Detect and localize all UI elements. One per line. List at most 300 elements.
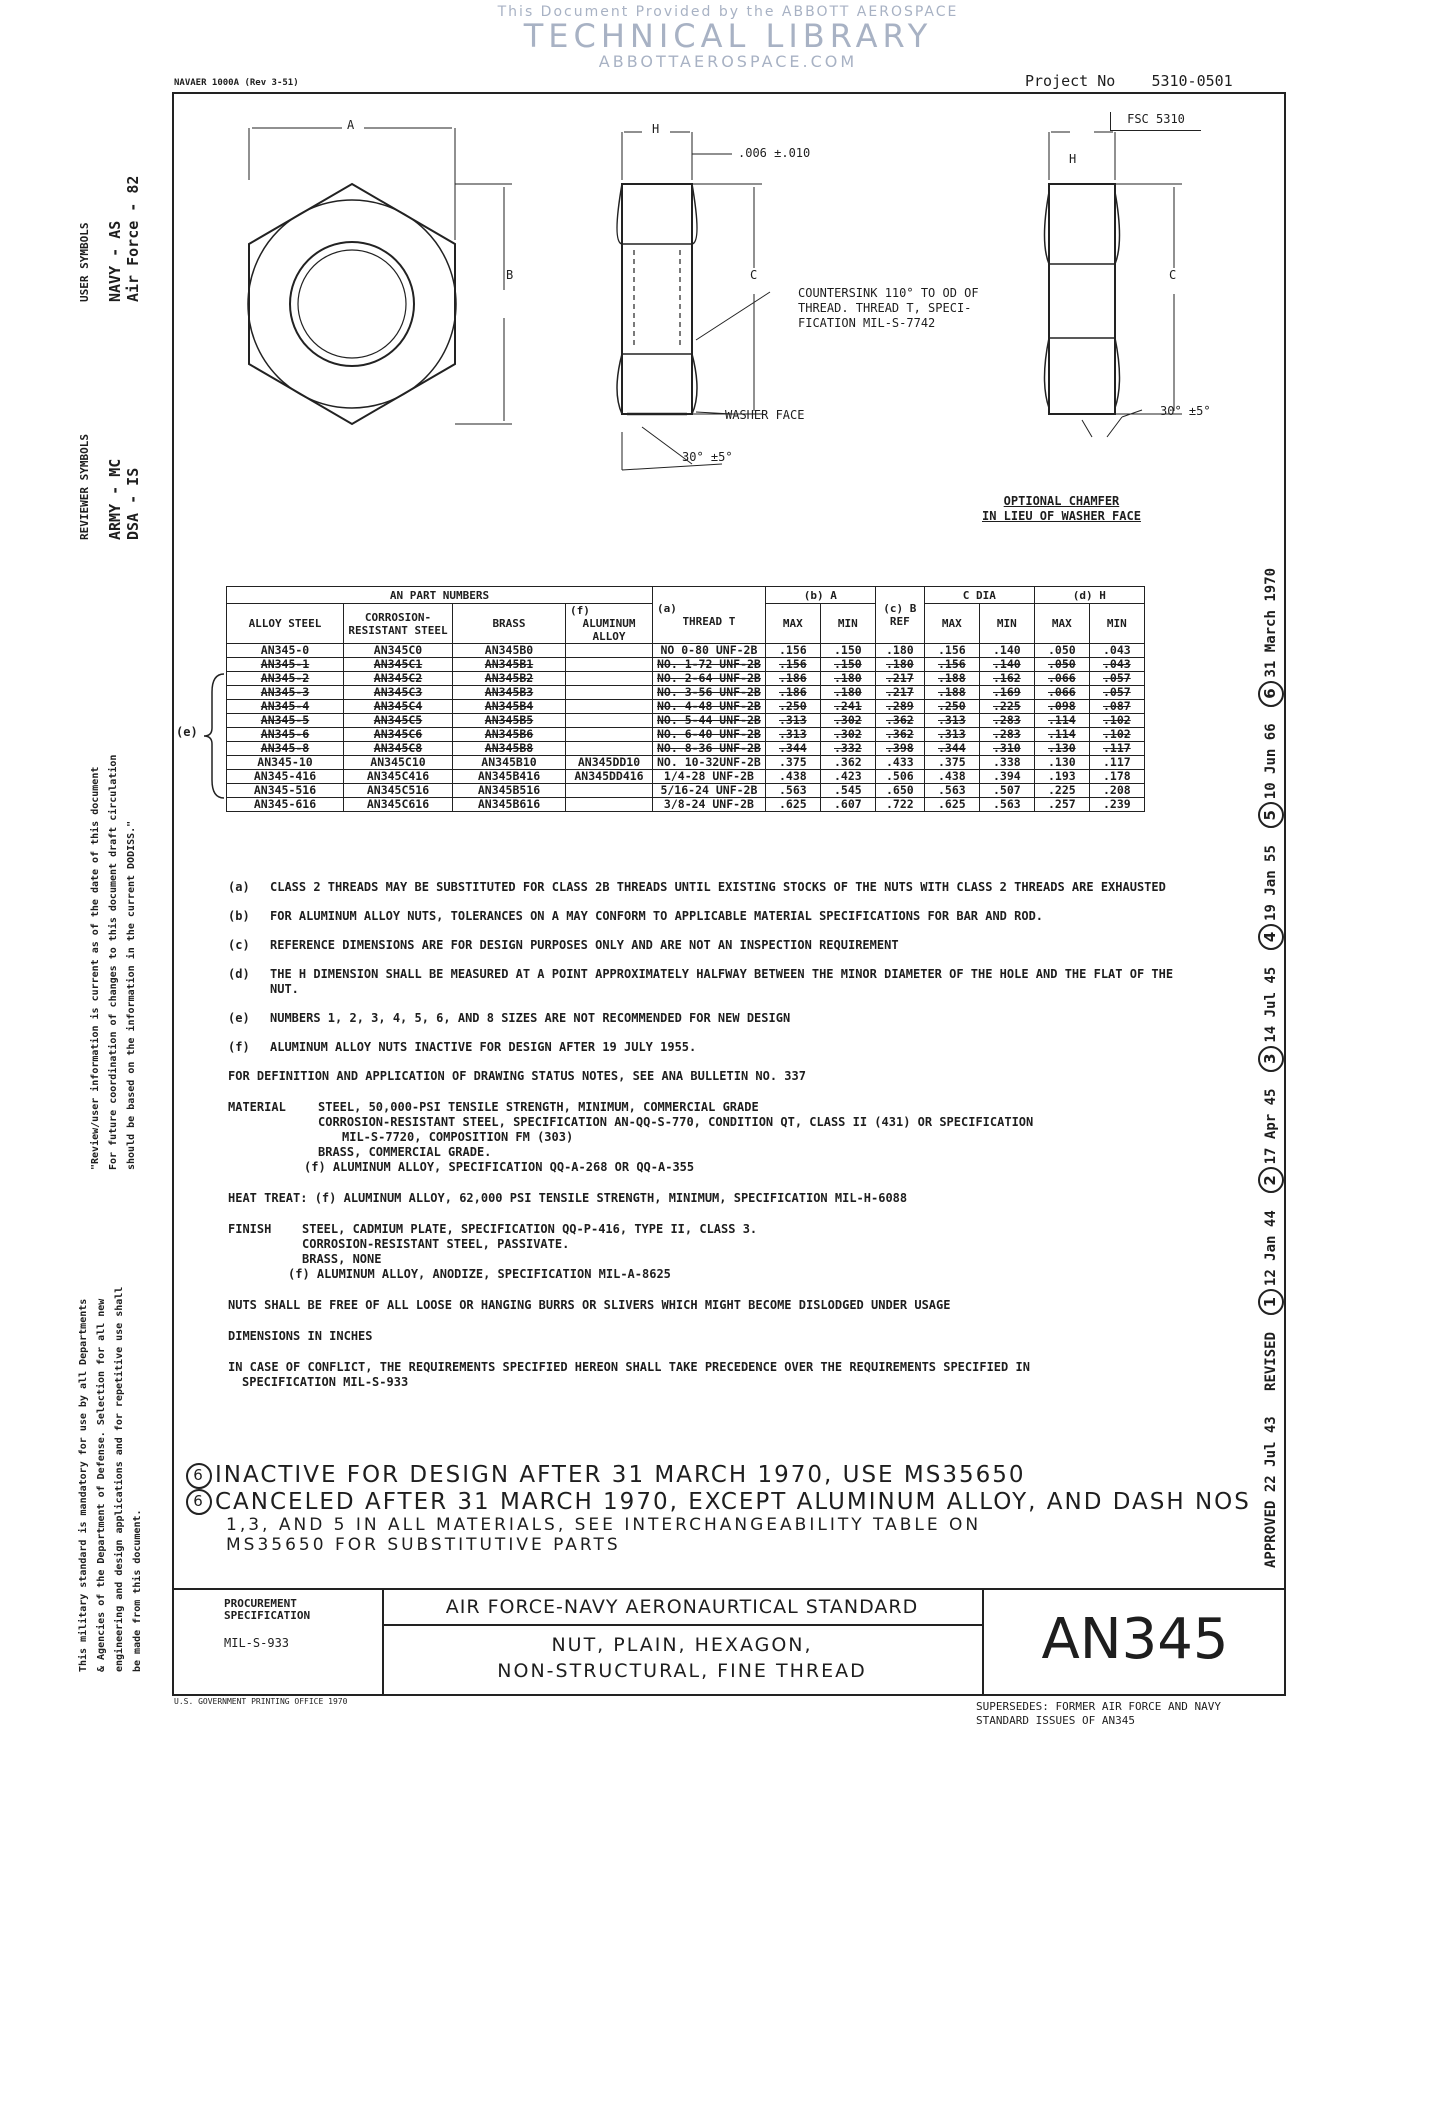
table-cell-cres: AN345C0 <box>344 644 453 658</box>
watermark-line3: ABBOTTAEROSPACE.COM <box>598 52 858 71</box>
table-cell-thread: NO. 6-40 UNF-2B <box>653 728 766 742</box>
mandatory-note-2: & Agencies of the Department of Defense. Selection for all new <box>96 1298 107 1672</box>
table-cell-alloy: AN345-0 <box>227 644 344 658</box>
table-cell-al <box>566 686 653 700</box>
part-table-wrapper <box>226 586 1145 812</box>
part-title <box>382 1626 982 1684</box>
material-lines <box>304 1100 1034 1175</box>
note-tag: (a) <box>228 880 250 894</box>
table-cell-amin: .241 <box>820 700 875 714</box>
table-cell-cmin: .162 <box>979 672 1034 686</box>
table-cell-hmax: .193 <box>1034 770 1089 784</box>
dim-b-label: B <box>506 268 514 282</box>
reviewer-symbol-army: ARMY - MC <box>106 458 124 540</box>
table-row <box>227 798 1145 812</box>
table-cell-amin: .332 <box>820 742 875 756</box>
table-cell-cmin: .507 <box>979 784 1034 798</box>
procurement-label: PROCUREMENT SPECIFICATION <box>224 1597 311 1622</box>
table-cell-hmax: .114 <box>1034 714 1089 728</box>
table-cell-amax: .156 <box>765 644 820 658</box>
part-table-body <box>227 644 1145 812</box>
table-cell-alloy: AN345-5 <box>227 714 344 728</box>
note-text: CLASS 2 THREADS MAY BE SUBSTITUTED FOR CLASS 2B THREADS UNTIL EXISTING STOCKS OF THE NUTS WITH CLASS 2 THREADS ARE EXHAUSTED <box>270 880 1166 894</box>
alloy-steel-header: ALLOY STEEL <box>227 604 344 644</box>
rev-date-4: 19 Jan 55 <box>1263 845 1279 921</box>
table-row <box>227 770 1145 784</box>
table-cell-amax: .186 <box>765 686 820 700</box>
table-cell-cres: AN345C4 <box>344 700 453 714</box>
table-cell-cmax: .188 <box>924 686 979 700</box>
a-header: (b) A <box>765 587 875 604</box>
user-symbols-title: USER SYMBOLS <box>78 222 91 302</box>
table-cell-b: .398 <box>875 742 924 756</box>
procurement-cell <box>172 1590 384 1696</box>
h-min-header: MIN <box>1089 604 1144 644</box>
reviewer-symbol-dsa: DSA - IS <box>124 467 142 540</box>
table-cell-b: .362 <box>875 714 924 728</box>
conflict-line-1: IN CASE OF CONFLICT, THE REQUIREMENTS SPECIFIED HEREON SHALL TAKE PRECEDENCE OVER THE REQUIREMENTS SPECIFIED IN <box>228 1360 1030 1374</box>
table-cell-thread: NO. 5-44 UNF-2B <box>653 714 766 728</box>
dimensions-note: DIMENSIONS IN INCHES <box>228 1329 373 1343</box>
table-cell-cres: AN345C416 <box>344 770 453 784</box>
rev-date-5: 10 Jun 66 <box>1263 723 1279 800</box>
table-cell-cmin: .169 <box>979 686 1034 700</box>
table-cell-thread: NO. 10-32UNF-2B <box>653 756 766 770</box>
table-row <box>227 686 1145 700</box>
table-cell-thread: 3/8-24 UNF-2B <box>653 798 766 812</box>
table-cell-thread: NO. 1-72 UNF-2B <box>653 658 766 672</box>
revised-label: REVISED <box>1263 1331 1279 1391</box>
table-cell-amin: .302 <box>820 714 875 728</box>
table-cell-cmax: .375 <box>924 756 979 770</box>
table-cell-cres: AN345C616 <box>344 798 453 812</box>
table-cell-cres: AN345C8 <box>344 742 453 756</box>
table-cell-amin: .180 <box>820 672 875 686</box>
standard-title: AIR FORCE-NAVY AERONAURTICAL STANDARD <box>382 1590 982 1626</box>
table-cell-alloy: AN345-6 <box>227 728 344 742</box>
note-item <box>228 1011 1208 1026</box>
table-cell-al <box>566 742 653 756</box>
table-cell-hmax: .225 <box>1034 784 1089 798</box>
note-item <box>228 938 1208 953</box>
table-cell-brass: AN345B6 <box>453 728 566 742</box>
table-cell-thread: NO. 2-64 UNF-2B <box>653 672 766 686</box>
mandatory-note-4: be made from this document. <box>132 1509 143 1672</box>
table-cell-alloy: AN345-4 <box>227 700 344 714</box>
note-item <box>228 880 1208 895</box>
table-cell-hmin: .117 <box>1089 756 1144 770</box>
a-min-header: MIN <box>820 604 875 644</box>
table-cell-hmax: .066 <box>1034 672 1089 686</box>
table-cell-brass: AN345B8 <box>453 742 566 756</box>
burrs-note: NUTS SHALL BE FREE OF ALL LOOSE OR HANGING BURRS OR SLIVERS WHICH MIGHT BECOME DISLODGED UNDER USAGE <box>228 1298 951 1312</box>
material-line-5: (f) ALUMINUM ALLOY, SPECIFICATION QQ-A-268 OR QQ-A-355 <box>304 1160 695 1174</box>
table-cell-cmax: .250 <box>924 700 979 714</box>
watermark-line1: This Document Provided by the ABBOTT AEROSPACE <box>497 4 959 20</box>
table-cell-hmin: .043 <box>1089 658 1144 672</box>
note-text: NUMBERS 1, 2, 3, 4, 5, 6, AND 8 SIZES ARE NOT RECOMMENDED FOR NEW DESIGN <box>270 1011 791 1025</box>
a-max-header: MAX <box>765 604 820 644</box>
heat-treat-note: HEAT TREAT: (f) ALUMINUM ALLOY, 62,000 PSI TENSILE STRENGTH, MINIMUM, SPECIFICATION MIL-H-6088 <box>228 1191 908 1205</box>
table-cell-cres: AN345C3 <box>344 686 453 700</box>
table-cell-thread: NO. 4-48 UNF-2B <box>653 700 766 714</box>
aluminum-header <box>566 604 653 644</box>
table-cell-cmax: .344 <box>924 742 979 756</box>
canceled-line-1: CANCELED AFTER 31 MARCH 1970, EXCEPT ALUMINUM ALLOY, AND DASH NOS <box>215 1488 1251 1515</box>
print-code: U.S. GOVERNMENT PRINTING OFFICE 1970 <box>174 1697 348 1706</box>
supersedes-note <box>976 1700 1221 1728</box>
table-cell-b: .180 <box>875 644 924 658</box>
table-cell-amax: .375 <box>765 756 820 770</box>
material-block <box>228 1100 1208 1175</box>
table-cell-brass: AN345B3 <box>453 686 566 700</box>
table-cell-hmax: .114 <box>1034 728 1089 742</box>
table-cell-amax: .625 <box>765 798 820 812</box>
table-cell-amax: .313 <box>765 714 820 728</box>
h-max-header: MAX <box>1034 604 1089 644</box>
table-cell-cres: AN345C1 <box>344 658 453 672</box>
table-cell-b: .433 <box>875 756 924 770</box>
table-cell-al <box>566 798 653 812</box>
project-number <box>1025 72 1233 90</box>
inactive-note <box>186 1462 1266 1489</box>
material-line-4: BRASS, COMMERCIAL GRADE. <box>318 1145 492 1159</box>
table-cell-cres: AN345C2 <box>344 672 453 686</box>
table-cell-cmin: .225 <box>979 700 1034 714</box>
table-cell-cres: AN345C516 <box>344 784 453 798</box>
table-cell-al <box>566 784 653 798</box>
table-cell-al: AN345DD416 <box>566 770 653 784</box>
table-cell-alloy: AN345-616 <box>227 798 344 812</box>
material-line-1: STEEL, 50,000-PSI TENSILE STRENGTH, MINIMUM, COMMERCIAL GRADE <box>318 1100 759 1114</box>
table-cell-cmax: .313 <box>924 714 979 728</box>
table-cell-brass: AN345B416 <box>453 770 566 784</box>
e-bracket-label: (e) <box>176 725 198 739</box>
countersink-line1: COUNTERSINK 110° TO OD OF <box>798 286 979 300</box>
table-cell-alloy: AN345-2 <box>227 672 344 686</box>
table-cell-amin: .545 <box>820 784 875 798</box>
table-row <box>227 784 1145 798</box>
rev-date-3: 14 Jul 45 <box>1263 966 1279 1043</box>
table-cell-amax: .313 <box>765 728 820 742</box>
canceled-line-2: 1,3, AND 5 IN ALL MATERIALS, SEE INTERCHANGEABILITY TABLE ON <box>226 1515 982 1535</box>
finish-line-4: (f) ALUMINUM ALLOY, ANODIZE, SPECIFICATION MIL-A-8625 <box>288 1267 671 1281</box>
table-cell-cmin: .140 <box>979 644 1034 658</box>
table-row <box>227 714 1145 728</box>
table-cell-alloy: AN345-516 <box>227 784 344 798</box>
conflict-note <box>228 1360 1208 1390</box>
table-cell-hmax: .130 <box>1034 756 1089 770</box>
cres-header: CORROSION-RESISTANT STEEL <box>344 604 453 644</box>
table-cell-cmax: .625 <box>924 798 979 812</box>
table-cell-cmax: .438 <box>924 770 979 784</box>
supersedes-line2: STANDARD ISSUES OF AN345 <box>976 1714 1135 1727</box>
table-cell-brass: AN345B10 <box>453 756 566 770</box>
table-cell-al <box>566 714 653 728</box>
table-cell-cmin: .563 <box>979 798 1034 812</box>
table-cell-hmin: .057 <box>1089 672 1144 686</box>
table-cell-amin: .362 <box>820 756 875 770</box>
table-cell-hmax: .098 <box>1034 700 1089 714</box>
table-cell-amax: .563 <box>765 784 820 798</box>
h-header: (d) H <box>1034 587 1144 604</box>
e-bracket <box>200 672 228 802</box>
table-cell-amin: .150 <box>820 658 875 672</box>
table-row <box>227 658 1145 672</box>
table-cell-thread: NO 0-80 UNF-2B <box>653 644 766 658</box>
table-cell-hmax: .050 <box>1034 644 1089 658</box>
table-cell-cmax: .313 <box>924 728 979 742</box>
material-label: MATERIAL <box>228 1100 286 1114</box>
table-cell-cres: AN345C10 <box>344 756 453 770</box>
project-value: 5310-0501 <box>1151 72 1233 90</box>
table-cell-brass: AN345B616 <box>453 798 566 812</box>
table-cell-cres: AN345C5 <box>344 714 453 728</box>
part-number-table <box>226 586 1145 812</box>
canceled-circle: 6 <box>186 1489 212 1515</box>
table-cell-al <box>566 700 653 714</box>
table-cell-cmin: .310 <box>979 742 1034 756</box>
project-label: Project No <box>1025 72 1116 90</box>
review-note-1: "Review/user information is current as of the date of this document <box>90 766 101 1170</box>
table-row <box>227 728 1145 742</box>
fsc-box: FSC 5310 <box>1110 112 1201 131</box>
table-row <box>227 644 1145 658</box>
table-cell-al <box>566 644 653 658</box>
part-title-line2: NON-STRUCTURAL, FINE THREAD <box>497 1660 867 1682</box>
countersink-line3: FICATION MIL-S-7742 <box>798 316 936 330</box>
rev-circle-3: 3 <box>1258 1046 1284 1072</box>
table-cell-brass: AN345B516 <box>453 784 566 798</box>
table-cell-alloy: AN345-10 <box>227 756 344 770</box>
table-cell-b: .650 <box>875 784 924 798</box>
watermark <box>0 4 1456 71</box>
watermark-line2: TECHNICAL LIBRARY <box>523 17 933 55</box>
dim-h-label-right: H <box>1069 152 1077 166</box>
dim-c-label: C <box>750 268 758 282</box>
table-cell-cmin: .394 <box>979 770 1034 784</box>
table-cell-cmax: .563 <box>924 784 979 798</box>
hex-outline <box>249 184 455 424</box>
note-tag: (d) <box>228 967 250 981</box>
note-tag: (c) <box>228 938 250 952</box>
table-cell-alloy: AN345-8 <box>227 742 344 756</box>
table-cell-b: .362 <box>875 728 924 742</box>
title-block <box>172 1588 1286 1698</box>
note-text: REFERENCE DIMENSIONS ARE FOR DESIGN PURPOSES ONLY AND ARE NOT AN INSPECTION REQUIREMENT <box>270 938 899 952</box>
table-row <box>227 700 1145 714</box>
table-cell-cmin: .140 <box>979 658 1034 672</box>
part-title-line1: NUT, PLAIN, HEXAGON, <box>551 1634 813 1656</box>
approved-date: APPROVED 22 Jul 43 <box>1263 1416 1279 1568</box>
chamfer-line1: OPTIONAL CHAMFER <box>1003 494 1120 508</box>
thread-header <box>653 587 766 644</box>
thread-label: THREAD T <box>682 615 736 628</box>
notes-block <box>228 880 1208 1390</box>
table-cell-hmin: .178 <box>1089 770 1144 784</box>
table-cell-amax: .344 <box>765 742 820 756</box>
face-tolerance: .006 ±.010 <box>738 146 811 160</box>
finish-label: FINISH <box>228 1222 272 1236</box>
table-cell-thread: NO. 8-36 UNF-2B <box>653 742 766 756</box>
user-symbol-airforce: Air Force - 82 <box>124 175 142 302</box>
table-row <box>227 672 1145 686</box>
note-item <box>228 909 1208 924</box>
table-cell-cmin: .283 <box>979 714 1034 728</box>
rev-circle-5: 5 <box>1258 802 1284 828</box>
angle-label-side: 30° ±5° <box>682 450 733 464</box>
finish-line-2: CORROSION-RESISTANT STEEL, PASSIVATE. <box>302 1237 570 1251</box>
supersedes-line1: SUPERSEDES: FORMER AIR FORCE AND NAVY <box>976 1700 1222 1713</box>
table-cell-amin: .180 <box>820 686 875 700</box>
table-cell-amax: .438 <box>765 770 820 784</box>
table-cell-thread: NO. 3-56 UNF-2B <box>653 686 766 700</box>
finish-block <box>228 1222 1208 1282</box>
table-cell-cmin: .338 <box>979 756 1034 770</box>
an-part-numbers-header: AN PART NUMBERS <box>227 587 653 604</box>
table-cell-hmax: .066 <box>1034 686 1089 700</box>
table-cell-b: .289 <box>875 700 924 714</box>
inactive-circle: 6 <box>186 1463 212 1489</box>
form-code: NAVAER 1000A (Rev 3-51) <box>174 78 299 88</box>
optional-chamfer-note <box>982 494 1141 524</box>
table-cell-b: .217 <box>875 686 924 700</box>
c-header: C DIA <box>924 587 1034 604</box>
review-note-3: should be based on the information in the current DODISS." <box>126 820 137 1170</box>
table-cell-hmax: .130 <box>1034 742 1089 756</box>
table-cell-thread: 1/4-28 UNF-2B <box>653 770 766 784</box>
rev-date-2: 17 Apr 45 <box>1263 1088 1279 1165</box>
nut-drawings <box>172 92 1286 552</box>
rev-circle-6: 6 <box>1258 681 1284 707</box>
table-cell-hmin: .102 <box>1089 714 1144 728</box>
note-tag: (b) <box>228 909 250 923</box>
table-cell-cmin: .283 <box>979 728 1034 742</box>
note-item <box>228 967 1208 997</box>
table-cell-cres: AN345C6 <box>344 728 453 742</box>
table-cell-b: .217 <box>875 672 924 686</box>
inactive-text: INACTIVE FOR DESIGN AFTER 31 MARCH 1970, USE MS35650 <box>215 1462 1026 1488</box>
table-cell-amax: .250 <box>765 700 820 714</box>
table-cell-brass: AN345B4 <box>453 700 566 714</box>
rev-date-1: 12 Jan 44 <box>1263 1210 1279 1287</box>
note-item <box>228 1040 1208 1055</box>
b-header: (c) B REF <box>875 587 924 644</box>
aluminum-label: ALUMINUM ALLOY <box>582 617 636 643</box>
material-line-2: CORROSION-RESISTANT STEEL, SPECIFICATION AN-QQ-S-770, CONDITION QT, CLASS II (431) OR SPECIFICATION <box>318 1115 1034 1129</box>
review-note-2: For future coordination of changes to this document draft circulation <box>108 754 119 1170</box>
table-cell-brass: AN345B1 <box>453 658 566 672</box>
material-line-3: MIL-S-7720, COMPOSITION FM (303) <box>342 1130 574 1144</box>
thread-tag: (a) <box>657 602 677 615</box>
table-cell-b: .180 <box>875 658 924 672</box>
table-cell-al <box>566 658 653 672</box>
table-cell-amin: .607 <box>820 798 875 812</box>
table-cell-hmin: .117 <box>1089 742 1144 756</box>
dim-h-label: H <box>652 122 660 136</box>
standard-number: AN345 <box>982 1590 1286 1696</box>
note-text: THE H DIMENSION SHALL BE MEASURED AT A POINT APPROXIMATELY HALFWAY BETWEEN THE MINOR DIAMETER OF THE HOLE AND THE FLAT OF THE NUT. <box>270 967 1174 996</box>
table-row <box>227 742 1145 756</box>
table-cell-thread: 5/16-24 UNF-2B <box>653 784 766 798</box>
table-row <box>227 756 1145 770</box>
rev-date-6: 31 March 1970 <box>1263 567 1279 678</box>
table-cell-cmax: .156 <box>924 644 979 658</box>
status-notes <box>186 1462 1266 1555</box>
aluminum-tag: (f) <box>570 604 590 617</box>
table-cell-amin: .302 <box>820 728 875 742</box>
canceled-note <box>186 1489 1266 1516</box>
table-cell-hmin: .057 <box>1089 686 1144 700</box>
table-cell-hmin: .239 <box>1089 798 1144 812</box>
procurement-spec: MIL-S-933 <box>224 1636 290 1650</box>
table-cell-brass: AN345B2 <box>453 672 566 686</box>
reviewer-symbols-title: REVIEWER SYMBOLS <box>78 434 91 540</box>
definition-note: FOR DEFINITION AND APPLICATION OF DRAWING STATUS NOTES, SEE ANA BULLETIN NO. 337 <box>228 1069 806 1083</box>
angle-label-right: 30° ±5° <box>1160 404 1211 418</box>
table-cell-al <box>566 728 653 742</box>
finish-line-3: BRASS, NONE <box>302 1252 382 1266</box>
table-cell-b: .506 <box>875 770 924 784</box>
note-text: ALUMINUM ALLOY NUTS INACTIVE FOR DESIGN AFTER 19 JULY 1955. <box>270 1040 697 1054</box>
table-cell-amin: .423 <box>820 770 875 784</box>
c-min-header: MIN <box>979 604 1034 644</box>
table-cell-alloy: AN345-416 <box>227 770 344 784</box>
finish-line-1: STEEL, CADMIUM PLATE, SPECIFICATION QQ-P-416, TYPE II, CLASS 3. <box>302 1222 758 1236</box>
table-cell-hmax: .257 <box>1034 798 1089 812</box>
dim-a-label: A <box>347 118 355 132</box>
mandatory-note-1: This military standard is mandatory for use by all Departments <box>78 1298 89 1672</box>
c-max-header: MAX <box>924 604 979 644</box>
table-cell-hmin: .102 <box>1089 728 1144 742</box>
table-cell-hmin: .087 <box>1089 700 1144 714</box>
countersink-note <box>798 286 979 331</box>
revision-history <box>1258 568 1284 1568</box>
table-cell-cmax: .156 <box>924 658 979 672</box>
table-cell-alloy: AN345-1 <box>227 658 344 672</box>
washer-face-label: WASHER FACE <box>725 408 805 422</box>
finish-lines <box>288 1222 758 1282</box>
table-cell-hmin: .208 <box>1089 784 1144 798</box>
table-cell-hmax: .050 <box>1034 658 1089 672</box>
rev-circle-1: 1 <box>1258 1289 1284 1315</box>
note-tag: (f) <box>228 1040 250 1054</box>
rev-circle-2: 2 <box>1258 1167 1284 1193</box>
table-cell-al <box>566 672 653 686</box>
table-cell-brass: AN345B0 <box>453 644 566 658</box>
notes-list <box>228 880 1208 1055</box>
note-tag: (e) <box>228 1011 250 1025</box>
table-cell-amin: .150 <box>820 644 875 658</box>
mandatory-note-3: engineering and design applications and for repetitive use shall <box>114 1286 125 1672</box>
table-cell-hmin: .043 <box>1089 644 1144 658</box>
table-cell-amax: .156 <box>765 658 820 672</box>
table-cell-al: AN345DD10 <box>566 756 653 770</box>
table-cell-brass: AN345B5 <box>453 714 566 728</box>
table-cell-cmax: .188 <box>924 672 979 686</box>
countersink-line2: THREAD. THREAD T, SPECI- <box>798 301 972 315</box>
table-cell-b: .722 <box>875 798 924 812</box>
conflict-line-2: SPECIFICATION MIL-S-933 <box>242 1375 409 1389</box>
rev-circle-4: 4 <box>1258 924 1284 950</box>
dim-c-label-right: C <box>1169 268 1177 282</box>
user-symbol-navy: NAVY - AS <box>106 220 124 302</box>
table-cell-alloy: AN345-3 <box>227 686 344 700</box>
note-text: FOR ALUMINUM ALLOY NUTS, TOLERANCES ON A MAY CONFORM TO APPLICABLE MATERIAL SPECIFICATIONS FOR BAR AND ROD. <box>270 909 1044 923</box>
chamfer-line2: IN LIEU OF WASHER FACE <box>982 509 1141 523</box>
brass-header: BRASS <box>453 604 566 644</box>
canceled-line-3: MS35650 FOR SUBSTITUTIVE PARTS <box>226 1535 621 1555</box>
